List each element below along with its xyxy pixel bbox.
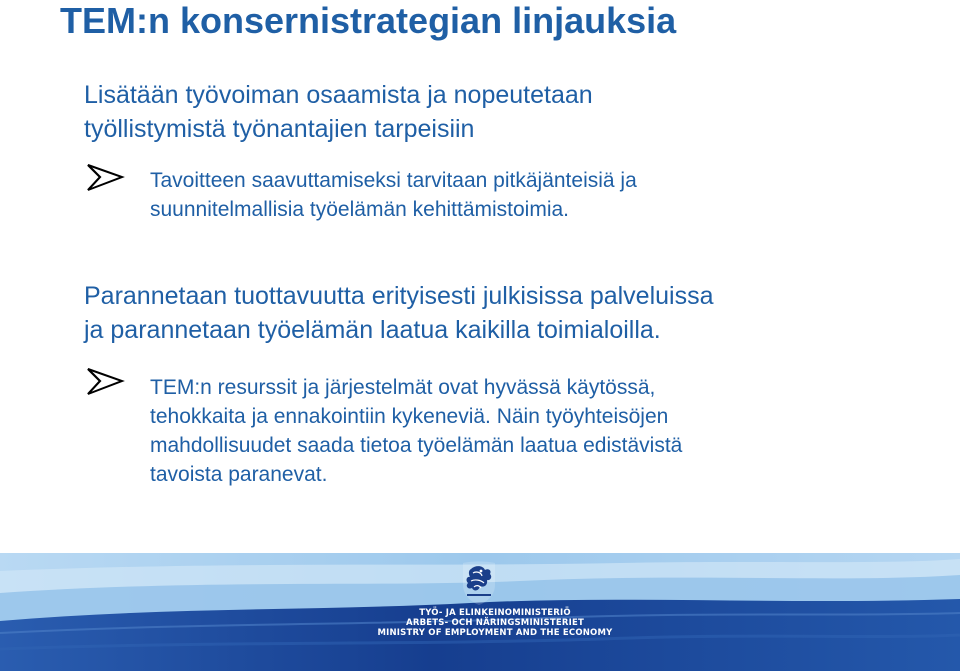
section1-bullet-line: suunnitelmallisia työelämän kehittämistoimia. — [150, 198, 570, 221]
section1-heading-line: Lisätään työvoiman osaamista ja nopeutetaan — [84, 81, 593, 109]
section2-bullet-line: tavoista paranevat. — [150, 463, 328, 486]
slide-title: TEM:n konsernistrategian linjauksia — [60, 0, 677, 41]
ministry-name-fi: TYÖ- JA ELINKEINOMINISTERIÖ — [419, 608, 571, 618]
section2-heading-line: Parannetaan tuottavuutta erityisesti julkisissa palveluissa — [84, 282, 714, 310]
section1-bullet-text — [150, 166, 637, 224]
arrowhead-bullet-icon — [86, 367, 126, 397]
ministry-lion-crest-icon — [457, 559, 501, 607]
ministry-name — [375, 608, 615, 638]
section1-heading — [84, 78, 593, 146]
arrowhead-bullet-icon — [86, 163, 126, 193]
section2-heading-line: ja parannetaan työelämän laatua kaikilla toimialoilla. — [84, 316, 661, 344]
ministry-name-en: MINISTRY OF EMPLOYMENT AND THE ECONOMY — [377, 628, 613, 638]
section2-heading — [84, 279, 714, 347]
ministry-name-sv: ARBETS- OCH NÄRINGSMINISTERIET — [406, 618, 584, 628]
section1-heading-line: työllistymistä työnantajien tarpeisiin — [84, 115, 475, 143]
section2-bullet-line: TEM:n resurssit ja järjestelmät ovat hyvässä käytössä, — [150, 376, 656, 399]
section2-bullet-text — [150, 373, 682, 489]
section2-bullet-line: tehokkaita ja ennakointiin kykeneviä. Näin työyhteisöjen — [150, 405, 669, 428]
section2-bullet-line: mahdollisuudet saada tietoa työelämän laatua edistävistä — [150, 434, 683, 457]
section1-bullet-line: Tavoitteen saavuttamiseksi tarvitaan pitkäjänteisiä ja — [150, 169, 637, 192]
